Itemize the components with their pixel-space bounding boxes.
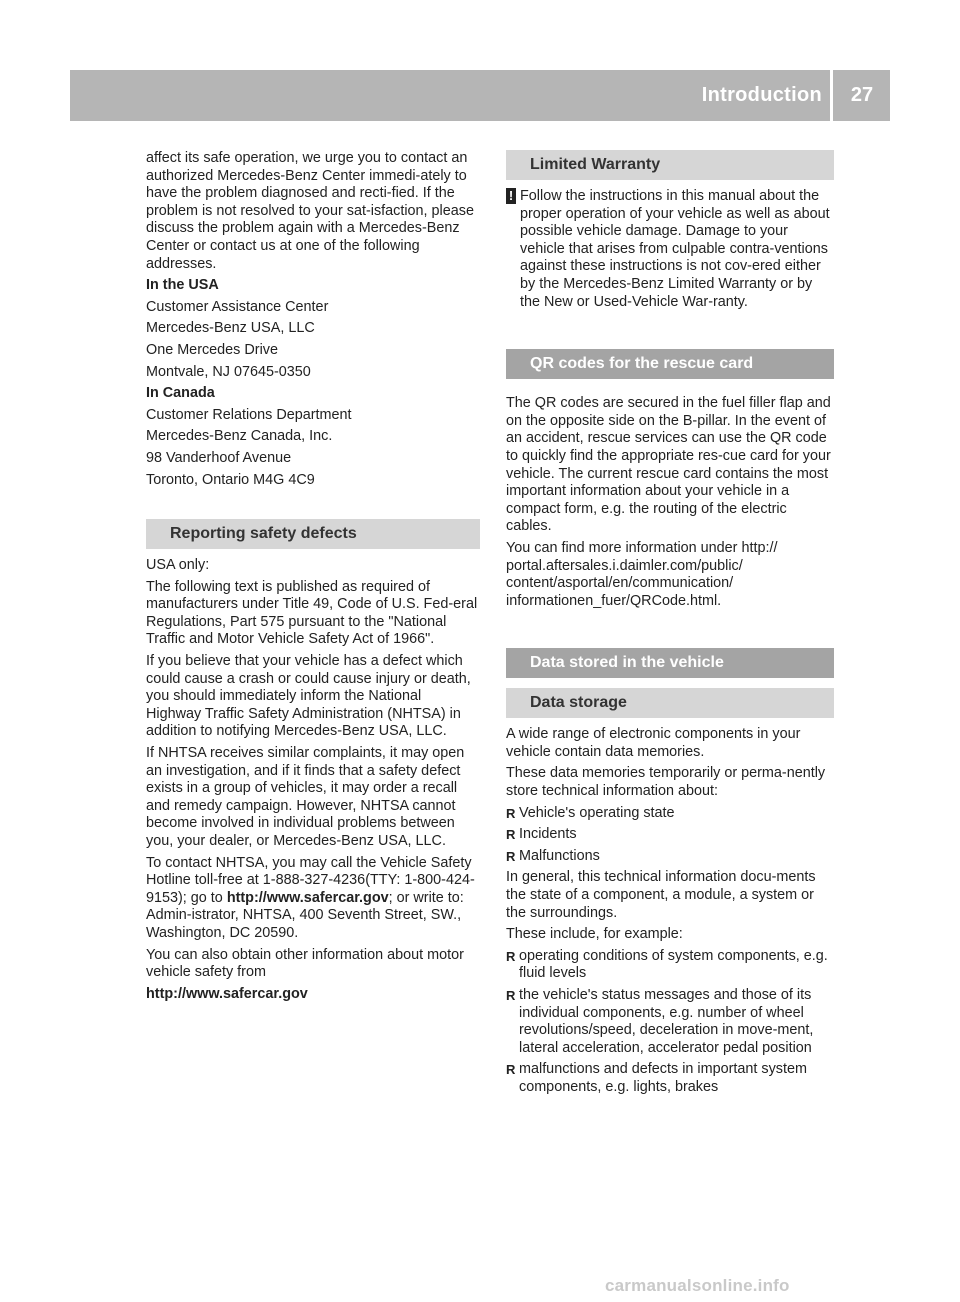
warning-icon: ! (506, 188, 516, 204)
canada-address-line: Toronto, Ontario M4G 4C9 (146, 471, 315, 488)
page-number: 27 (850, 84, 874, 106)
storage-paragraph: In general, this technical information docu-ments the state of a component, a module, a system or the surroundings. (506, 869, 816, 921)
qr-paragraph: You can find more information under http:// portal.aftersales.i.daimler.com/public/ content/asportal/en/communication/ informationen_fuer/QRCode.html. (506, 539, 778, 609)
left-column (146, 150, 480, 1007)
usa-heading: In the USA (146, 277, 219, 294)
usa-address-line: One Mercedes Drive (146, 341, 278, 358)
warning-text: Follow the instructions in this manual about the proper operation of your vehicle as well as about possible vehicle damage. Damage to your vehicle that arises from culpable contra-ventions against these instructions is not cov-ered either by the Mercedes-Benz Limited Warranty or by the New or Used-Vehicle War-ranty. (520, 188, 830, 310)
watermark: carmanualsonline.info (605, 1276, 790, 1295)
list-item: R Incidents (506, 826, 834, 844)
canada-address-line: Mercedes-Benz Canada, Inc. (146, 428, 333, 445)
list-item: R Malfunctions (506, 848, 834, 866)
intro-paragraph: affect its safe operation, we urge you to contact an authorized Mercedes-Benz Center immedi-ately to have the problem diagnosed and recti-fied. If the problem is not resolved to your sat-isfaction, please discuss the problem again with a Mercedes-Benz Center or contact us at one of the following addresses. (146, 150, 474, 272)
page-title: Introduction (701, 84, 822, 106)
section-data-storage: Data storage (506, 688, 834, 718)
reporting-paragraph: If NHTSA receives similar complaints, it may open an investigation, and if it finds that a safety defect exists in a group of vehicles, it may order a recall and remedy campaign. However, NHTSA cannot become involved in individual problems between you, your dealer, or Mercedes-Benz USA, LLC. (146, 745, 465, 849)
list-item: R malfunctions and defects in important system components, e.g. lights, brakes (506, 1061, 834, 1096)
list-item: R Vehicle's operating state (506, 805, 834, 823)
canada-address-line: Customer Relations Department (146, 406, 352, 423)
canada-address-line: 98 Vanderhoof Avenue (146, 449, 292, 466)
reporting-paragraph: USA only: (146, 557, 210, 574)
list-item: R the vehicle's status messages and those of its individual components, e.g. number of wheel revolutions/speed, deceleration in move-ment, lateral acceleration, accelerator pedal position (506, 987, 834, 1057)
right-column (506, 150, 834, 1101)
storage-paragraph: These include, for example: (506, 926, 683, 943)
storage-bullet-list (506, 805, 834, 866)
section-limited-warranty: Limited Warranty (506, 150, 834, 180)
reporting-paragraph: If you believe that your vehicle has a defect which could cause a crash or could cause injury or death, you should immediately inform the National Highway Traffic Safety Administration (NHTSA) in addition to notifying Mercedes-Benz USA, LLC. (146, 653, 471, 740)
header-divider (830, 70, 833, 121)
usa-address-line: Mercedes-Benz USA, LLC (146, 320, 315, 337)
contact-text: To contact NHTSA, you may call the Vehicle Safety Hotline toll-free at 1-888-327-4236(TTY: 1-800-424-9153); go to (146, 854, 475, 906)
usa-address-line: Montvale, NJ 07645-0350 (146, 363, 311, 380)
contact-text-continued: ; or write to: Admin-istrator, NHTSA, 400 Seventh Street, SW., Washington, DC 20590. (146, 889, 464, 941)
section-qr-codes: QR codes for the rescue card (506, 349, 834, 379)
section-reporting-safety-defects: Reporting safety defects (146, 519, 480, 549)
storage-paragraph: A wide range of electronic components in your vehicle contain data memories. (506, 726, 801, 760)
reporting-paragraph: You can also obtain other information about motor vehicle safety from (146, 946, 464, 981)
list-item: R operating conditions of system components, e.g. fluid levels (506, 948, 834, 983)
storage-paragraph: These data memories temporarily or perma-nently store technical information about: (506, 765, 826, 800)
warning-note (506, 188, 834, 311)
qr-paragraph: The QR codes are secured in the fuel filler flap and on the opposite side on the B-pillar. In the event of an accident, rescue services can use the QR code to quickly find the appropriate res-cue card for your vehicle. The current rescue card contains the most important information about your vehicle in a compact form, e.g. the routing of the electric cables. (506, 395, 831, 535)
usa-address-line: Customer Assistance Center (146, 298, 329, 315)
section-data-stored: Data stored in the vehicle (506, 648, 834, 678)
reporting-paragraph: The following text is published as required of manufacturers under Title 49, Code of U.S. Fed-eral Regulations, Part 575 pursuant to the "National Traffic and Motor Vehicle Safety Act of 1966". (146, 578, 478, 648)
safercar-link[interactable]: http://www.safercar.gov (226, 889, 389, 906)
safercar-link-footer[interactable]: http://www.safercar.gov (146, 985, 308, 1002)
canada-heading: In Canada (146, 385, 215, 402)
reporting-contact-paragraph (146, 855, 480, 943)
example-bullet-list (506, 948, 834, 1097)
